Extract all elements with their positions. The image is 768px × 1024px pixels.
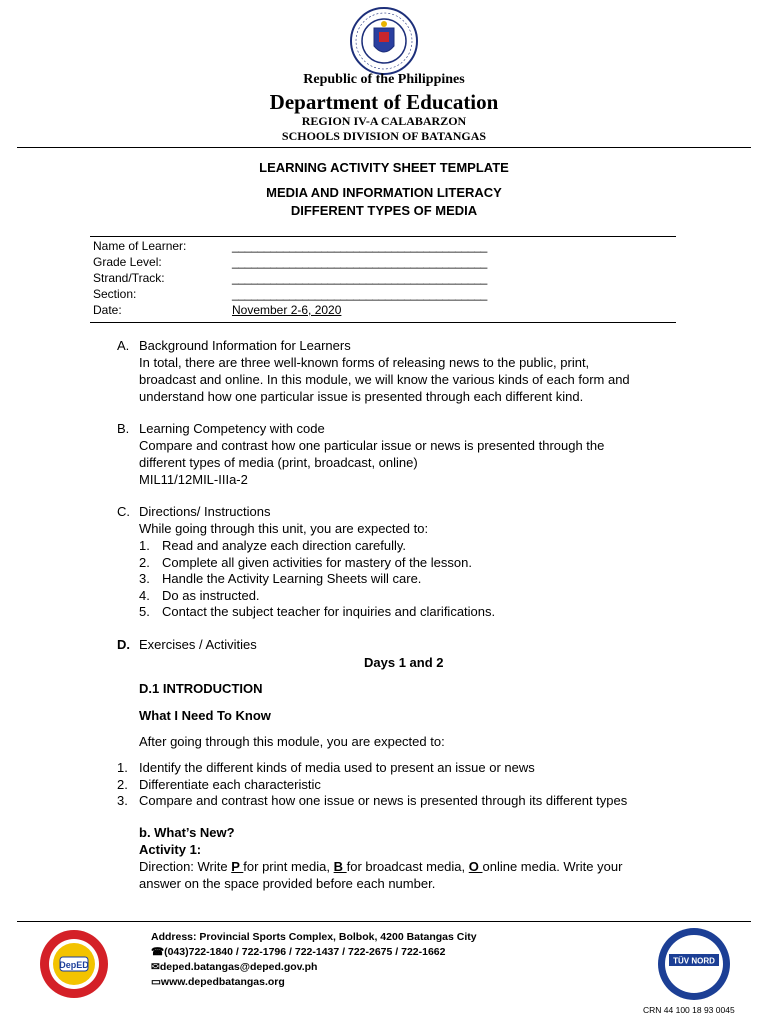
deped-seal <box>346 6 422 76</box>
header-republic: Republic of the Philippines <box>303 72 465 87</box>
date-label: Date: <box>93 303 122 317</box>
list-item-number: 1. <box>139 538 150 553</box>
grade-level-label: Grade Level: <box>93 255 162 269</box>
header-department: Department of Education <box>269 90 499 114</box>
footer-phone <box>151 945 445 960</box>
section-a-marker: A. <box>117 338 130 353</box>
header-divider <box>17 147 751 148</box>
section-b-marker: B. <box>117 421 130 436</box>
whats-new-heading: b. What’s New? <box>139 825 235 840</box>
direction-line-2: answer on the space provided before each number. <box>139 876 436 891</box>
section-d-heading: Exercises / Activities <box>139 637 257 652</box>
objective-number: 2. <box>117 777 128 792</box>
title-template: LEARNING ACTIVITY SHEET TEMPLATE <box>259 160 509 175</box>
tuv-nord-iso-icon <box>655 926 733 1002</box>
learner-name-label: Name of Learner: <box>93 239 187 253</box>
direction-text: Direction: Write <box>139 859 232 874</box>
broadcast-code: B <box>333 859 347 874</box>
section-b-heading: Learning Competency with code <box>139 421 325 436</box>
objective-number: 3. <box>117 793 128 808</box>
footer-email[interactable] <box>151 960 317 975</box>
direction-text: for print media, <box>243 859 334 874</box>
direction-line <box>139 859 622 874</box>
list-item: Complete all given activities for mastery of the lesson. <box>162 555 472 570</box>
info-top-divider <box>90 236 676 237</box>
section-label: Section: <box>93 287 137 301</box>
direction-text: online media. Write your <box>482 859 623 874</box>
introduction-heading: D.1 INTRODUCTION <box>139 681 263 696</box>
section-b-line: different types of media (print, broadcast, online) <box>139 455 418 470</box>
deped-batangas-logo-icon <box>38 928 110 1000</box>
list-item-number: 2. <box>139 555 150 570</box>
section-d-marker: D. <box>117 637 130 652</box>
section-field[interactable]: ________________________________________ <box>232 287 487 301</box>
objective-item: Compare and contrast how one issue or news is presented through its different types <box>139 793 628 808</box>
section-c-heading: Directions/ Instructions <box>139 504 271 519</box>
email-text: deped.batangas@deped.gov.ph <box>159 961 318 973</box>
what-i-need-intro: After going through this module, you are expected to: <box>139 734 445 749</box>
section-c-marker: C. <box>117 504 130 519</box>
title-subject: MEDIA AND INFORMATION LITERACY <box>266 185 502 200</box>
section-a-line: broadcast and online. In this module, we will know the various kinds of each form and <box>139 372 630 387</box>
list-item: Handle the Activity Learning Sheets will care. <box>162 571 422 586</box>
grade-level-field[interactable]: ________________________________________ <box>232 255 487 269</box>
section-c-intro: While going through this unit, you are expected to: <box>139 521 429 536</box>
section-a-heading: Background Information for Learners <box>139 338 351 353</box>
strand-track-label: Strand/Track: <box>93 271 165 285</box>
tuv-nord-text: TÜV NORD <box>673 956 715 966</box>
header-division: SCHOOLS DIVISION OF BATANGAS <box>281 129 487 143</box>
print-code: P <box>231 859 244 874</box>
deped-batangas-logo <box>38 928 110 1000</box>
mail-icon: ✉ <box>151 961 160 973</box>
crn-number: CRN 44 100 18 93 0045 <box>643 1005 735 1015</box>
list-item: Contact the subject teacher for inquiries and clarifications. <box>162 604 496 619</box>
direction-text: for broadcast media, <box>346 859 469 874</box>
objective-number: 1. <box>117 760 128 775</box>
phone-text: (043)722-1840 / 722-1796 / 722-1437 / 722-2675 / 722-1662 <box>164 946 446 958</box>
header-region: REGION IV-A CALABARZON <box>301 114 467 128</box>
date-value: November 2-6, 2020 <box>232 303 342 317</box>
list-item-number: 4. <box>139 588 150 603</box>
list-item-number: 3. <box>139 571 150 586</box>
footer-address: Address: Provincial Sports Complex, Bolbok, 4200 Batangas City <box>151 931 477 943</box>
what-i-need-heading: What I Need To Know <box>139 708 271 723</box>
info-bottom-divider <box>90 322 676 323</box>
website-text: www.depedbatangas.org <box>160 976 285 988</box>
list-item: Do as instructed. <box>162 588 260 603</box>
deped-logo-text: DepED <box>59 960 89 970</box>
section-a-line: In total, there are three well-known forms of releasing news to the public, print, <box>139 355 590 370</box>
tuv-nord-logo <box>655 926 733 1002</box>
computer-icon: ▭ <box>151 976 161 988</box>
phone-icon: ☎ <box>151 946 165 958</box>
objective-item: Differentiate each characteristic <box>139 777 321 792</box>
competency-code: MIL11/12MIL-IIIa-2 <box>139 472 248 487</box>
strand-track-field[interactable]: ________________________________________ <box>232 271 487 285</box>
learner-name-field[interactable]: ________________________________________ <box>232 239 487 253</box>
deped-seal-icon <box>346 6 422 76</box>
list-item: Read and analyze each direction carefully. <box>162 538 407 553</box>
title-topic: DIFFERENT TYPES OF MEDIA <box>290 203 478 218</box>
footer-website[interactable] <box>151 975 285 990</box>
online-code: O <box>468 859 483 874</box>
objective-item: Identify the different kinds of media used to present an issue or news <box>139 760 535 775</box>
section-b-line: Compare and contrast how one particular issue or news is presented through the <box>139 438 605 453</box>
days-label: Days 1 and 2 <box>364 655 444 670</box>
section-a-line: understand how one particular issue is presented through each different kind. <box>139 389 584 404</box>
iso-text: ISO 9001 <box>679 983 709 990</box>
footer-divider <box>17 921 751 922</box>
activity-heading: Activity 1: <box>139 842 202 857</box>
list-item-number: 5. <box>139 604 150 619</box>
